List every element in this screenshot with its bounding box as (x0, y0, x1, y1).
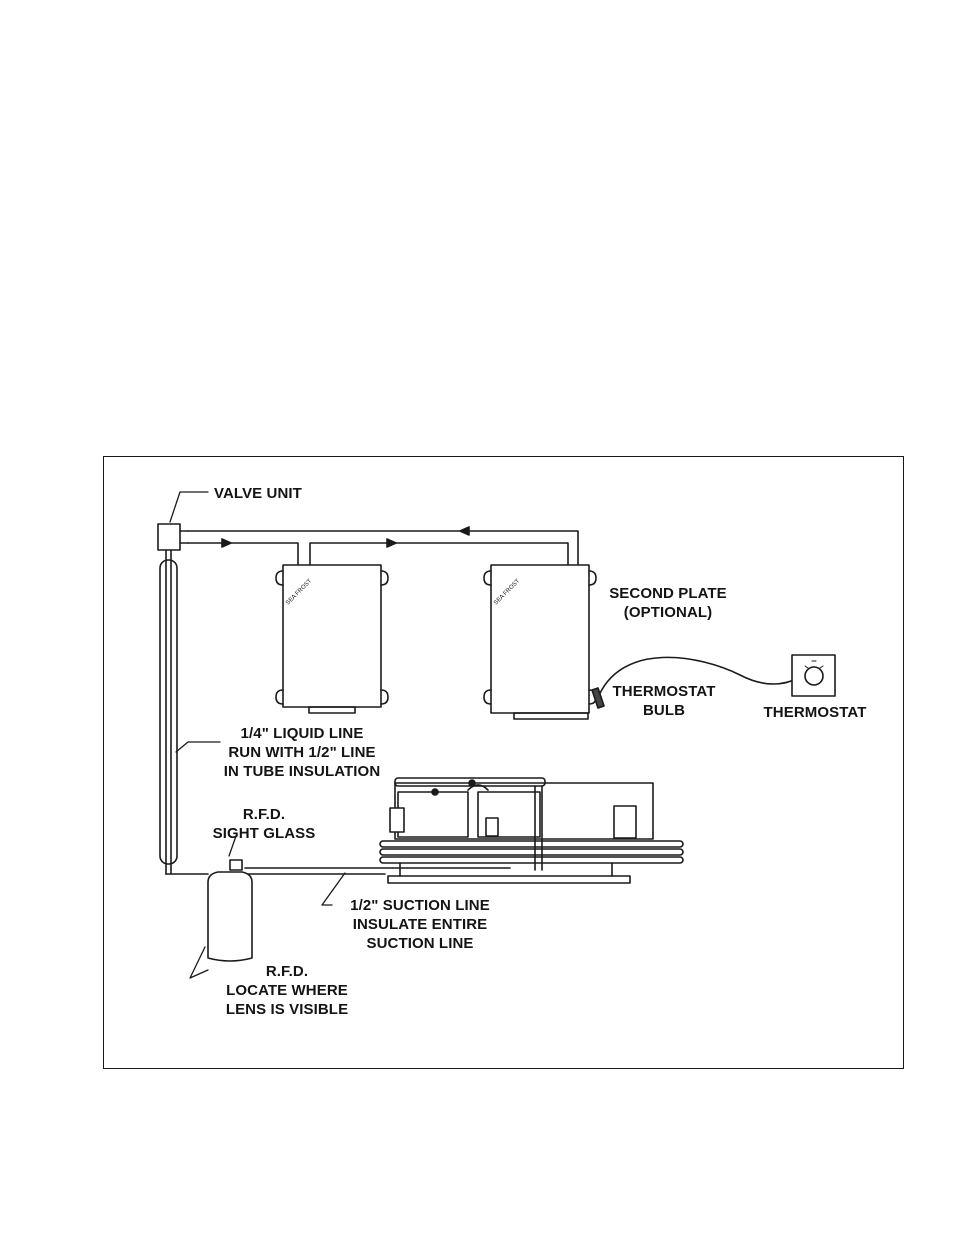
holding-plate-2 (484, 565, 596, 719)
rfd-receiver (208, 860, 252, 961)
label-line: (OPTIONAL) (623, 604, 713, 621)
label-line: LOCATE WHERE (226, 982, 348, 999)
plate-lines (188, 527, 578, 565)
plate-brand-text: SEA FROST (285, 578, 314, 607)
label-line: SUCTION LINE (366, 935, 474, 952)
flow-arrow-icon (222, 539, 231, 547)
label-line: 1/2" SUCTION LINE (350, 897, 490, 914)
label-line: INSULATE ENTIRE (352, 916, 488, 933)
label-valve-unit: VALVE UNIT (214, 485, 302, 502)
label-sight-glass (200, 805, 328, 843)
label-liquid-line (222, 724, 382, 781)
label-line: IN TUBE INSULATION (223, 763, 381, 780)
label-thermostat-bulb (602, 682, 726, 720)
plate-brand-text: SEA FROST (493, 578, 522, 607)
label-rfd (212, 962, 362, 1019)
holding-plate-1 (276, 565, 388, 713)
label-thermostat: THERMOSTAT (763, 704, 867, 721)
label-line: 1/4" LIQUID LINE (240, 725, 364, 742)
label-line: RUN WITH 1/2" LINE (228, 744, 376, 761)
label-suction-line (340, 896, 500, 953)
label-line: SECOND PLATE (609, 585, 727, 602)
label-line: R.F.D. (265, 963, 309, 980)
label-line: THERMOSTAT (612, 683, 716, 700)
valve-unit (158, 524, 188, 550)
label-second-plate (600, 584, 736, 622)
thermostat (792, 655, 835, 696)
flow-arrow-icon (460, 527, 469, 535)
label-line: R.F.D. (242, 806, 286, 823)
label-line: LENS IS VISIBLE (225, 1001, 349, 1018)
label-line: BULB (642, 702, 686, 719)
label-line: SIGHT GLASS (212, 825, 316, 842)
flow-arrow-icon (387, 539, 396, 547)
sight-glass-icon (230, 860, 242, 870)
